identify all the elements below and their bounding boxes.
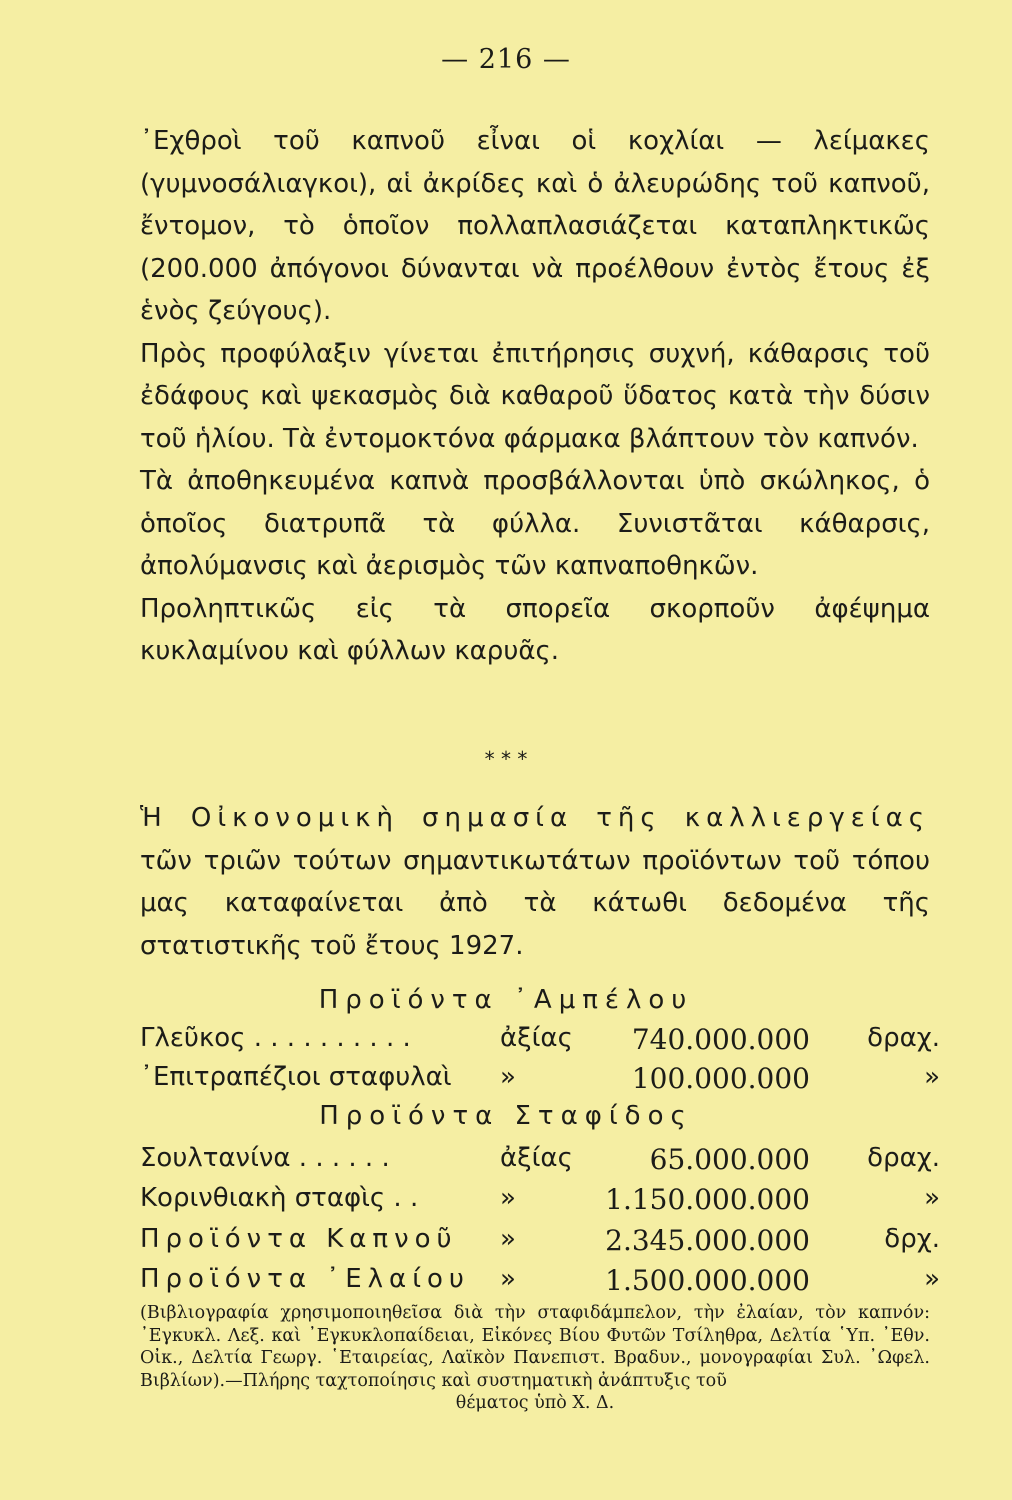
header-raisin-products: Προϊόντα Σταφίδος	[319, 1101, 693, 1131]
row-amount: 1.150.000.000	[605, 1183, 810, 1216]
page-number: — 216 —	[441, 44, 571, 75]
row-value-word: ἀξίας	[500, 1023, 573, 1053]
table-row	[140, 1224, 940, 1264]
body-text	[140, 120, 930, 673]
row-unit: »	[924, 1183, 940, 1213]
paragraph-storage: Τὰ ἀποθηκευμένα καπνὰ προσβάλλονται ὑπὸ σκώληκος, ὁ ὁποῖος διατρυπᾶ τὰ φύλλα. Συνιστᾶται κάθαρσις, ἀπολύμανσις καὶ ἀερισμὸς τῶν καπναποθηκῶν.	[140, 466, 930, 581]
paragraph-prevention: Πρὸς προφύλαξιν γίνεται ἐπιτήρησις συχνή, κάθαρσις τοῦ ἐδάφους καὶ ψεκασμὸς διὰ καθαροῦ ὕδατος κατὰ τὴν δύσιν τοῦ ἡλίου. Τὰ ἐντομοκτόνα φάρμακα βλάπτουν τὸν καπνόν.	[140, 338, 930, 454]
row-label: Σουλτανίνα . . . . . .	[140, 1143, 390, 1173]
table-row	[140, 1143, 940, 1183]
row-label: Προϊόντα ᾿Ελαίου	[140, 1264, 470, 1294]
row-amount: 65.000.000	[649, 1143, 810, 1176]
row-value-word: »	[500, 1224, 516, 1254]
footnote-last-line: θέματος ὑπὸ Χ. Δ.	[455, 1393, 615, 1413]
section-separator: * * *	[484, 747, 528, 771]
row-label: Προϊόντα Καπνοῦ	[140, 1224, 458, 1254]
row-unit: »	[924, 1062, 940, 1092]
row-amount: 740.000.000	[631, 1023, 810, 1056]
row-unit: δραχ.	[867, 1023, 940, 1053]
row-value-word: »	[500, 1183, 516, 1213]
paragraph-seedbeds: Προληπτικῶς εἰς τὰ σπορεῖα σκορποῦν ἀφέψημα κυκλαμίνου καὶ φύλλων καρυᾶς.	[140, 593, 930, 666]
header-vine-products: Προϊόντα ᾿Αμπέλου	[318, 985, 694, 1015]
row-unit: δρχ.	[884, 1224, 940, 1254]
table-row	[140, 1183, 940, 1223]
economic-intro-spaced: Ἡ Οἰκονομικὴ σημασία τῆς καλλιεργείας	[140, 803, 930, 833]
row-value-word: ἀξίας	[500, 1143, 573, 1173]
row-label: Κορινθιακὴ σταφὶς . .	[140, 1183, 419, 1213]
table-row	[140, 1264, 940, 1304]
row-amount: 2.345.000.000	[605, 1224, 810, 1257]
row-amount: 100.000.000	[631, 1062, 810, 1095]
table-row	[140, 1023, 940, 1063]
economic-intro-text: τῶν τριῶν τούτων σημαντικωτάτων προϊόντων τοῦ τόπου μας καταφαίνεται ἀπὸ τὰ κάτωθι δεδομένα τῆς στατιστικῆς τοῦ ἔτους 1927.	[140, 845, 930, 961]
row-amount: 1.500.000.000	[605, 1264, 810, 1297]
table-row	[140, 1062, 940, 1102]
paragraph-pests: ᾿Εχθροὶ τοῦ καπνοῦ εἶναι οἱ κοχλίαι — λείμακες (γυμνοσάλιαγκοι), αἱ ἀκρίδες καὶ ὁ ἀλευρώδης τοῦ καπνοῦ, ἔντομον, τὸ ὁποῖον πολλαπλασιάζεται καταπληκτικῶς (200.000 ἀπόγονοι δύνανται νὰ προέλθουν ἐντὸς ἔτους ἐξ ἑνὸς ζεύγους).	[140, 126, 930, 326]
economic-intro	[140, 797, 930, 967]
footnote-text: (Βιβλιογραφία χρησιμοποιηθεῖσα διὰ τὴν σταφιδάμπελον, τὴν ἐλαίαν, τὸν καπνόν: ᾿Εγκυκλ. Λεξ. καὶ ᾿Εγκυκλοπαίδειαι, Εἰκόνες Βίου Φυτῶν Τσίληθρα, Δελτία ῾Υπ. ᾿Εθν. Οἰκ., Δελτία Γεωργ. ῾Εταιρείας, Λαϊκὸν Πανεπιστ. Βραδυν., μονογραφίαι Συλ. ᾿Ωφελ. Βιβλίων).—Πλήρης ταχτοποίησις καὶ συστηματικὴ ἀνάπτυξις τοῦ	[140, 1303, 930, 1391]
footnote	[140, 1302, 930, 1415]
row-value-word: »	[500, 1062, 516, 1092]
row-label: Γλεῦκος . . . . . . . . . .	[140, 1023, 411, 1053]
row-label: ᾿Επιτραπέζιοι σταφυλαὶ	[140, 1062, 452, 1092]
row-value-word: »	[500, 1264, 516, 1294]
row-unit: »	[924, 1264, 940, 1294]
row-unit: δραχ.	[867, 1143, 940, 1173]
